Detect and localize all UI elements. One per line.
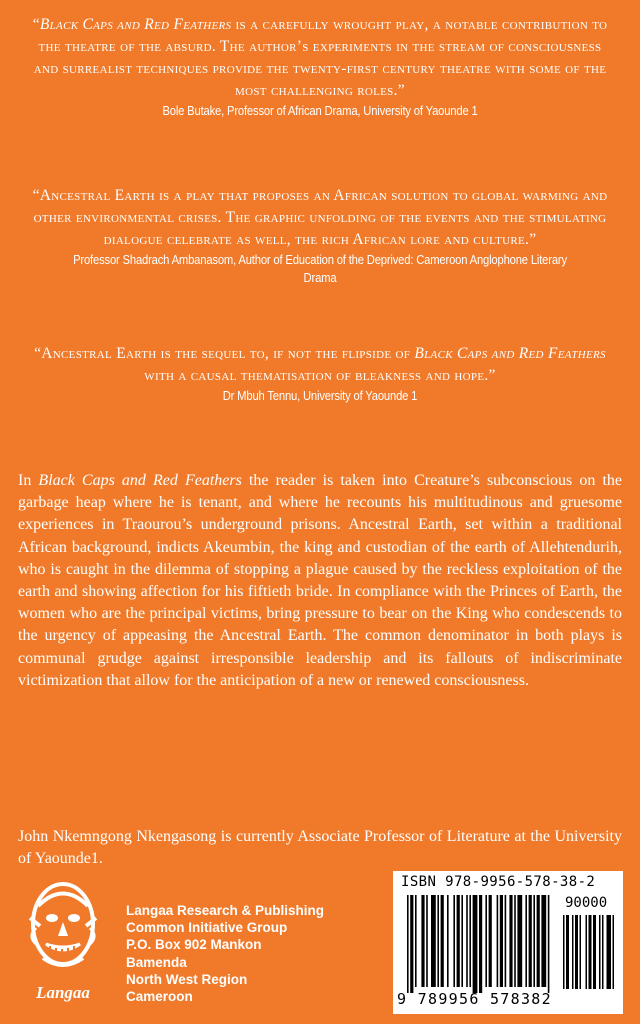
barcode-ean-digits: 9 789956 578382 (397, 990, 552, 1008)
publisher-line-2: Common Initiative Group (126, 920, 288, 936)
review-quote-1 (30, 14, 610, 120)
langaa-logo-text: Langaa (36, 983, 90, 1002)
review-3-attribution: Dr Mbuh Tennu, University of Yaounde 1 (222, 389, 418, 403)
isbn-number: ISBN 978-9956-578-38-2 (401, 874, 596, 890)
publisher-address (126, 902, 324, 1005)
review-3-book-title: Black Caps and Red Feathers (414, 345, 606, 362)
publisher-line-5: North West Region (126, 971, 248, 987)
review-1-book-title: Black Caps and Red Feathers (39, 16, 232, 33)
book-blurb (18, 470, 622, 692)
review-quote-2 (30, 185, 610, 287)
author-note: John Nkemngong Nkengasong is currently Associate Professor of Literature at the University of Yaounde1. (18, 828, 622, 868)
publisher-line-6: Cameroon (126, 989, 193, 1005)
isbn-barcode (393, 871, 623, 1014)
langaa-logo (18, 876, 108, 1006)
publisher-line-1: Langaa Research & Publishing (126, 903, 325, 918)
review-3-text-before: “Ancestral Earth is the sequel to, if not the flipside of (34, 345, 415, 362)
blurb-lead: In (18, 472, 39, 489)
barcode-addon-digits: 90000 (565, 895, 608, 911)
review-1-attribution: Bole Butake, Professor of African Drama, University of Yaounde 1 (162, 104, 478, 118)
review-quote-3 (30, 343, 610, 405)
review-2-text: “Ancestral Earth is a play that proposes an African solution to global warming and other environmental crises. The graphic unfolding of the events and the stimulating dialogue celebrate as well, the rich African lore and culture.” (32, 187, 608, 248)
publisher-line-3: P.O. Box 902 Mankon (126, 937, 262, 953)
publisher-line-4: Bamenda (126, 954, 187, 970)
review-2-attribution: Professor Shadrach Ambanasom, Author of Education of the Deprived: Cameroon Anglophone Literary Drama (73, 253, 567, 285)
review-3-text-after: with a causal thematisation of bleakness and hope.” (144, 367, 496, 384)
review-1-open-quote: “ (32, 16, 40, 33)
review-1-text: is a carefully wrought play, a notable contribution to the theatre of the absurd. The author’s experiments in the stream of consciousness and surrealist techniques provide the twenty-first century theatre with some of the most challenging roles.” (33, 16, 608, 99)
langaa-mask-icon (18, 876, 108, 1006)
blurb-text: the reader is taken into Creature’s subconscious on the garbage heap where he is tenant, and where he recounts his multitudinous and gruesome experiences in Traourou’s underground prisons. Ancestral Earth, set within a traditional African background, indicts Akeumbin, the king and custodian of the earth of Allehtendurih, who is caught in the dilemma of stopping a plague caused by the reckless exploitation of the earth and showing affection for his fiftieth bride. In compliance with the Princes of Earth, the women who are the principal victims, bring pressure to bear on the King who condescends to the urgency of appeasing the Ancestral Earth. The common denominator in both plays is communal grudge against irresponsible leadership and its fallouts of indiscriminate victimization that allow for the anticipation of a new or renewed consciousness. (18, 472, 623, 689)
blurb-book-title: Black Caps and Red Feathers (38, 472, 242, 489)
publisher-block (18, 876, 378, 1016)
